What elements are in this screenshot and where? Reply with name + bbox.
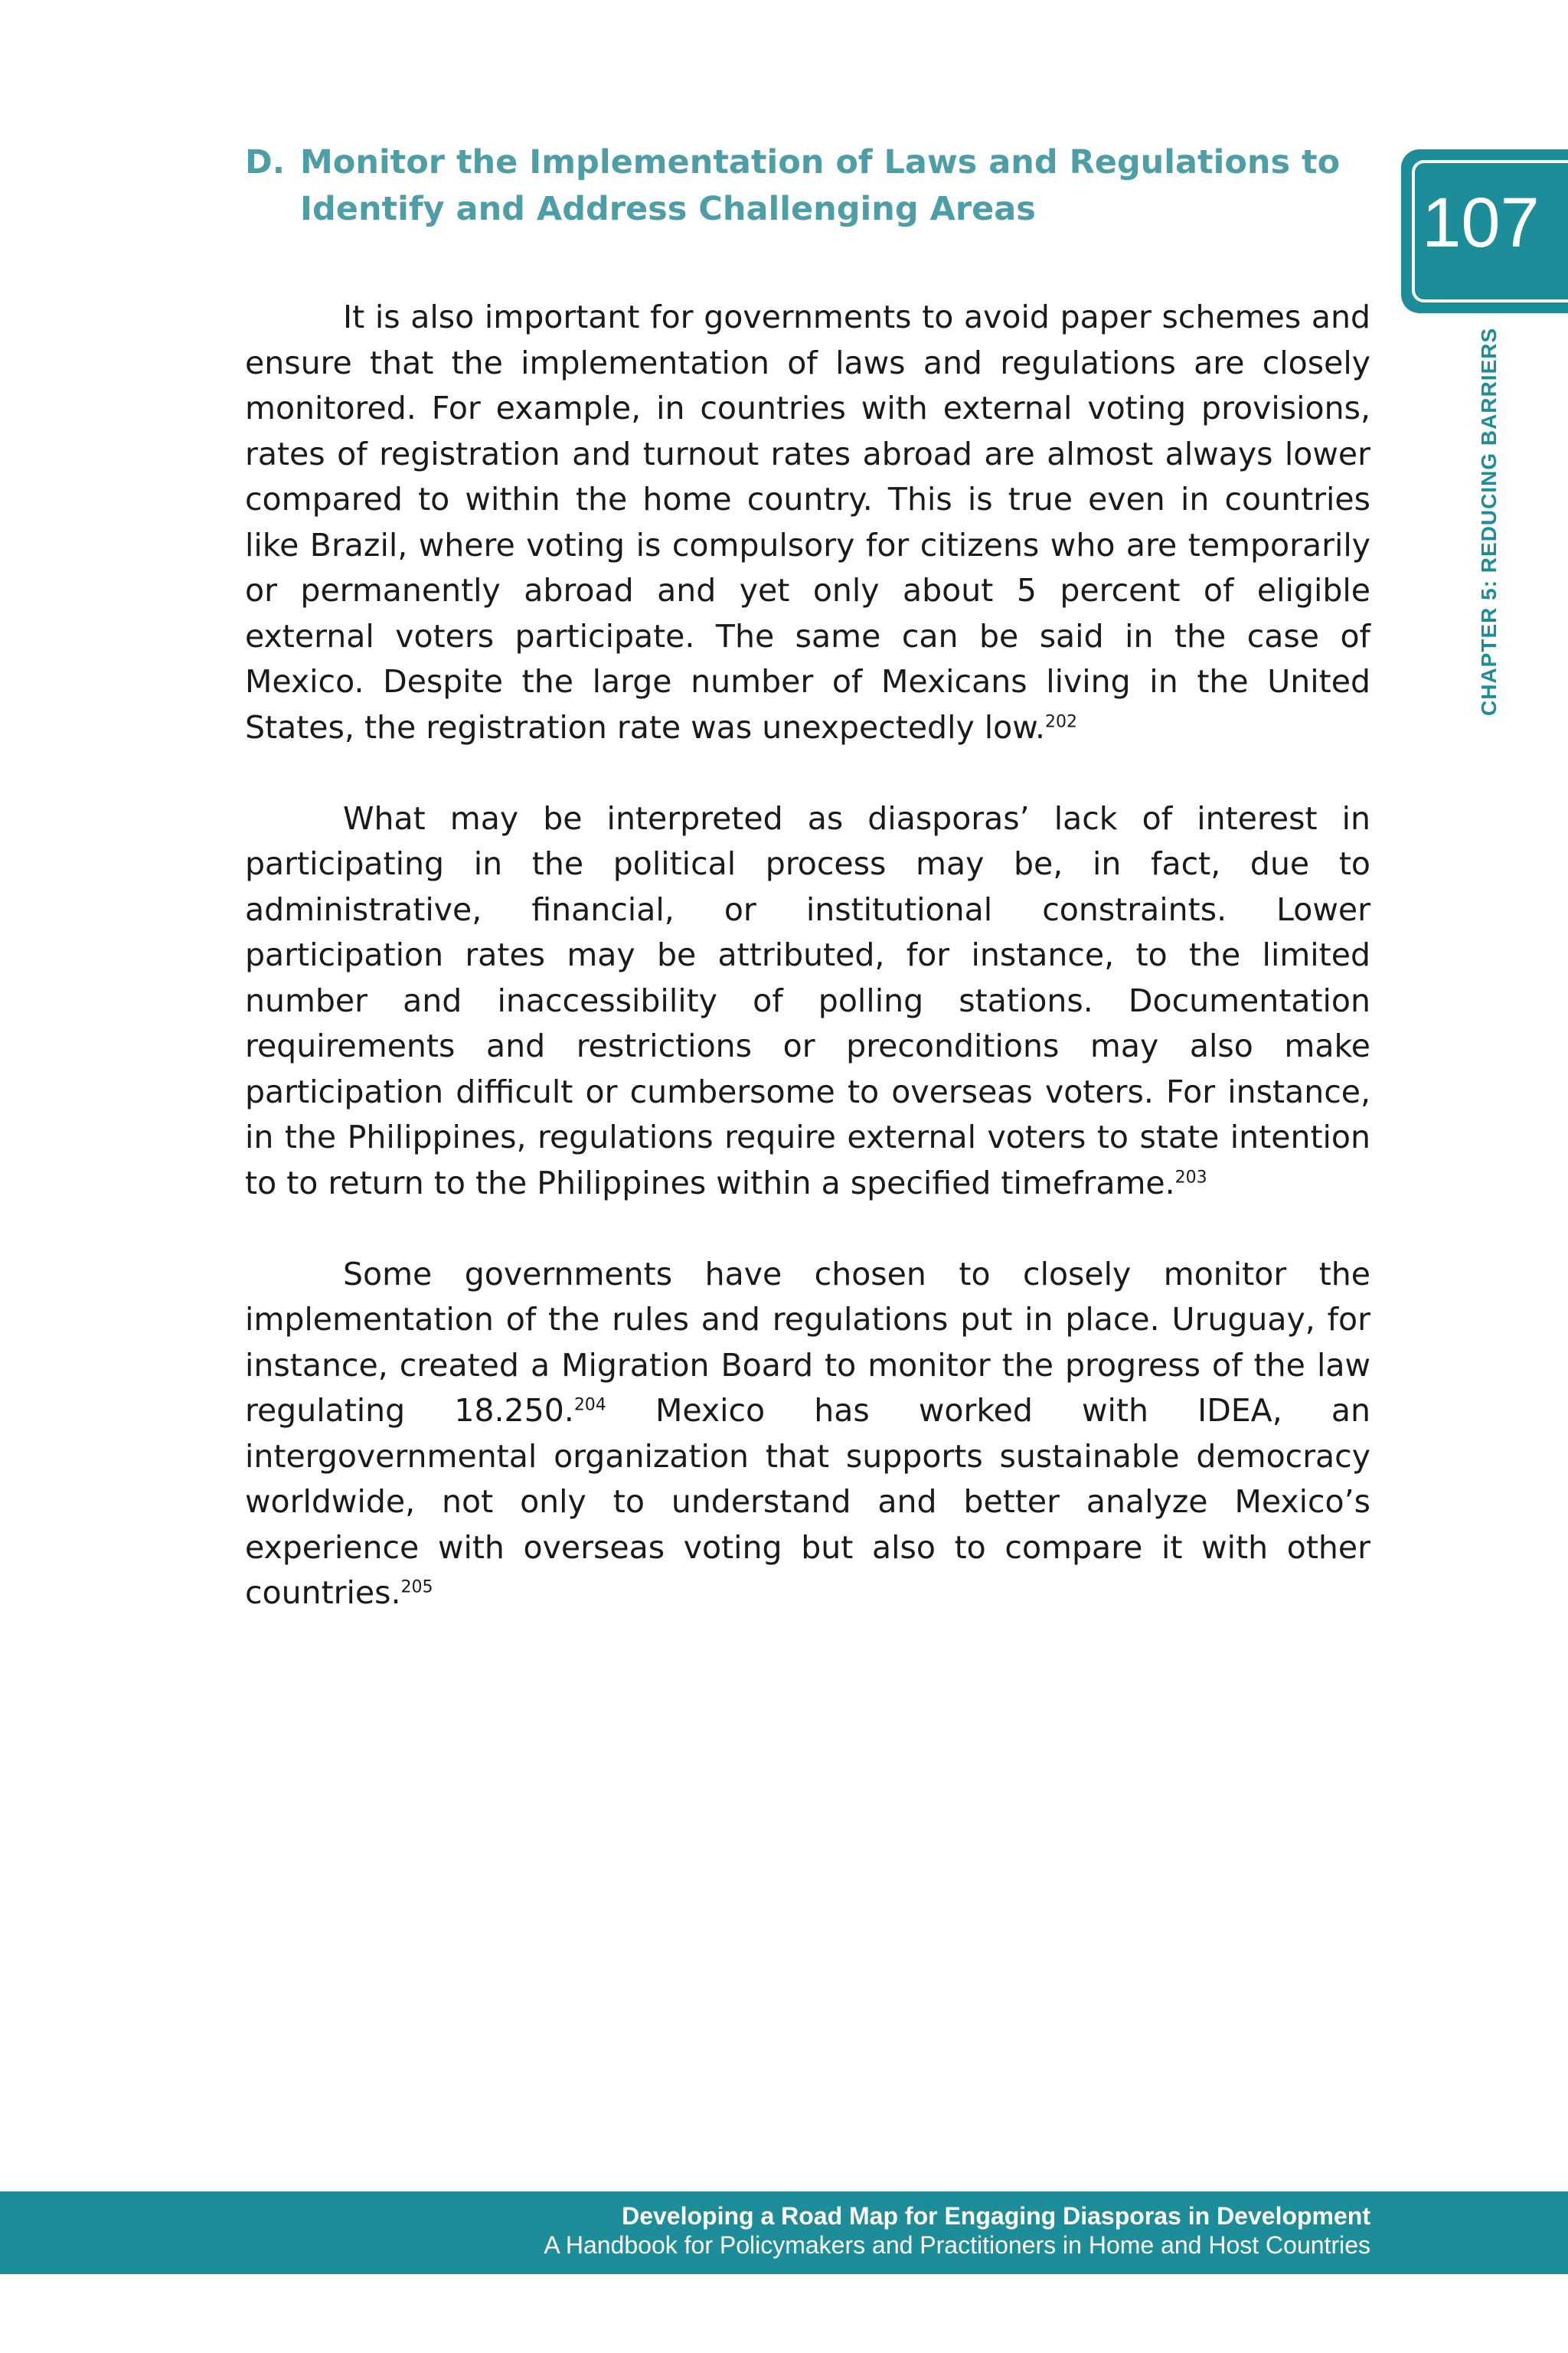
page-number: 107 [1422, 184, 1540, 262]
footnote-ref-202: 202 [1045, 711, 1078, 731]
footer-bar [0, 2191, 1568, 2274]
section-title: Monitor the Implementation of Laws and Regulations to Identify and Address Challenging Areas [300, 143, 1341, 228]
page-number-tab [1401, 149, 1568, 313]
paragraph-1-text: It is also important for governments to avoid paper schemes and ensure that the implementation of laws and regulations are closely monitored. For example, in countries with external voting provisions, rates of registration and turnout rates abroad are almost always lower compared to within the home country. This is true even in countries like Brazil, where voting is compulsory for citizens who are temporarily or permanently abroad and yet only about 5 percent of eligible external voters participate. The same can be said in the case of Mexico. Despite the large number of Mexicans living in the United States, the registration rate was unexpectedly low. [245, 299, 1370, 746]
footer-title: Developing a Road Map for Engaging Diasporas in Development [622, 2202, 1370, 2230]
footnote-ref-205: 205 [400, 1577, 433, 1597]
paragraph-1 [245, 295, 1370, 750]
section-letter: D. [245, 143, 286, 181]
footnote-ref-203: 203 [1174, 1167, 1207, 1187]
paragraph-3 [245, 1252, 1370, 1616]
paragraph-3-text-b: Mexico has worked with IDEA, an intergovernmental organization that supports sustainable democracy worldwide, not only to understand and better analyze Mexico’s experience with overseas voting but also to compare it with other countries. [245, 1392, 1370, 1611]
section-heading [245, 139, 1393, 233]
footnote-ref-204: 204 [573, 1395, 606, 1415]
paragraph-3-text-a: Some governments have chosen to closely monitor the implementation of the rules and regulations put in place. Uruguay, for instance, created a Migration Board to monitor the progress of the law regulating 18.250. [245, 1255, 1370, 1429]
body-text [245, 295, 1370, 1662]
paragraph-2-text: What may be interpreted as diasporas’ lack of interest in participating in the political process may be, in fact, due to administrative, financial, or institutional constraints. Lower participation rates may be attributed, for instance, to the limited number and inaccessibility of polling stations. Documentation requirements and restrictions or preconditions may also make participation difficult or cumbersome to overseas voters. For instance, in the Philippines, regulations require external voters to state intention to to return to the Philippines within a specified timeframe. [245, 799, 1370, 1201]
footer-subtitle: A Handbook for Policymakers and Practitioners in Home and Host Countries [544, 2231, 1370, 2259]
chapter-label: CHAPTER 5: REDUCING BARRIERS [1477, 327, 1501, 716]
paragraph-2 [245, 796, 1370, 1207]
